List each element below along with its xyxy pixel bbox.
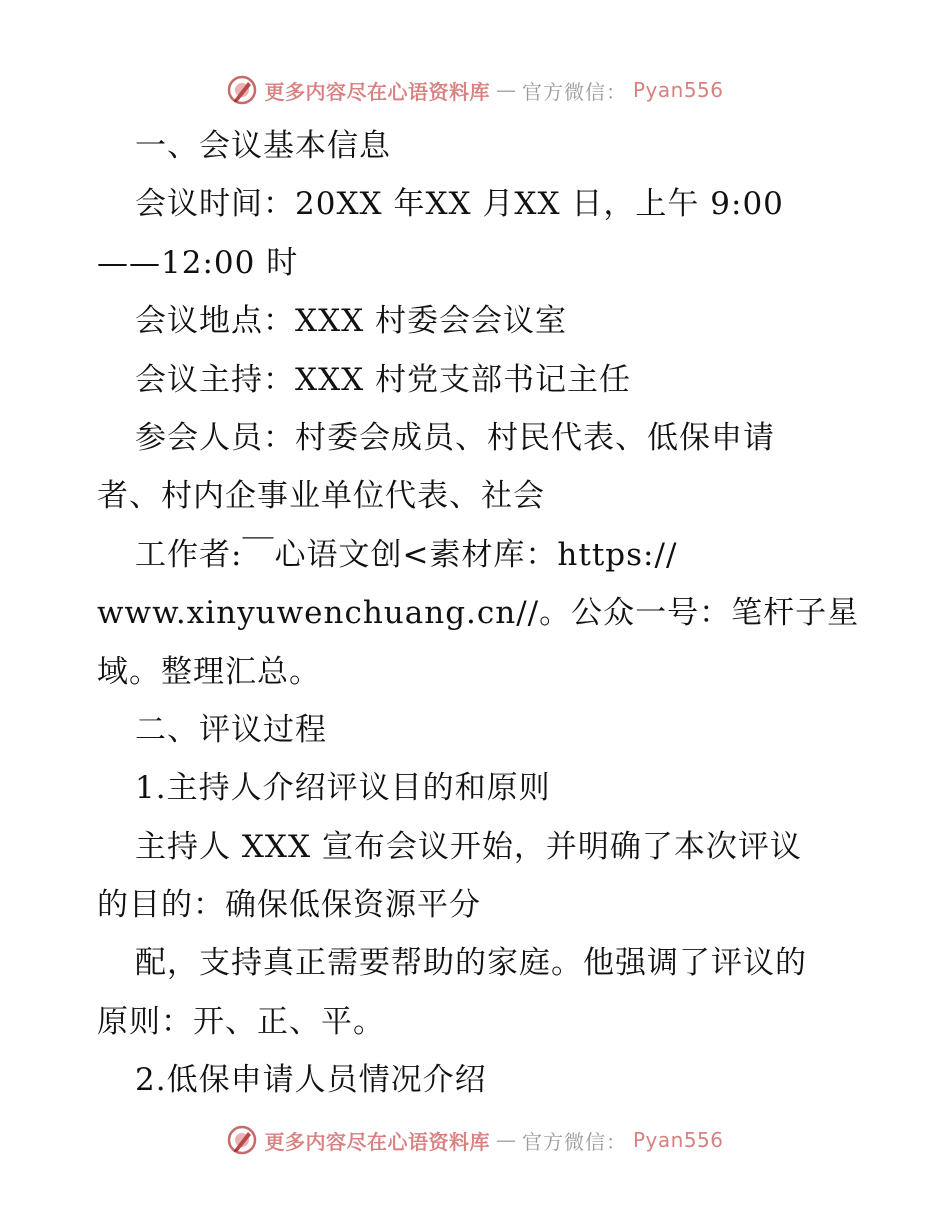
attendees-line-cont: 者、村内企事业单位代表、社会 [97,478,545,515]
watermark-dash: — [495,1128,516,1152]
subheading-applicants: 2.低保申请人员情况介绍 [135,1062,487,1099]
footer-watermark [0,1120,950,1160]
watermark-wechat-id: Pyan556 [632,1128,724,1152]
watermark-wechat-id: Pyan556 [632,78,724,102]
host-announce-line: 主持人 XXX 宣布会议开始，并明确了本次评议 [135,828,802,865]
purpose-line: 的目的：确保低保资源平分 [97,887,481,924]
watermark-dash: — [495,78,516,102]
meeting-location-line: 会议地点：XXX 村委会会议室 [135,303,568,340]
watermark-brand-text: 更多内容尽在心语资料库 [264,79,490,104]
section-heading-review-process: 二、评议过程 [135,711,327,748]
summary-line: 域。整理汇总。 [97,653,321,690]
url-line: www.xinyuwenchuang.cn//。公众一号：笔杆子星 [97,595,860,632]
workers-line: 工作者:￣心语文创<素材库：https:// [135,536,678,573]
attendees-line: 参会人员：村委会成员、村民代表、低保申请 [135,419,775,456]
support-line: 配，支持真正需要帮助的家庭。他强调了评议的 [135,945,807,982]
meeting-time-line-cont: ——12:00 时 [97,244,299,281]
watermark-wechat-label: 官方微信： [521,1129,627,1154]
meeting-time-line: 会议时间：20XX 年XX 月XX 日，上午 9:00 [135,186,784,223]
pen-logo-icon [226,74,258,106]
header-watermark [0,70,950,110]
pen-logo-icon [226,1124,258,1156]
principles-line: 原则：开、正、平。 [97,1003,385,1040]
section-heading-basic-info: 一、会议基本信息 [135,128,391,164]
watermark-brand-text: 更多内容尽在心语资料库 [264,1129,490,1154]
document-body [97,117,860,1110]
watermark-wechat-label: 官方微信： [521,79,627,104]
meeting-host-line: 会议主持：XXX 村党支部书记主任 [135,361,632,398]
subheading-host-intro: 1.主持人介绍评议目的和原则 [135,770,551,807]
